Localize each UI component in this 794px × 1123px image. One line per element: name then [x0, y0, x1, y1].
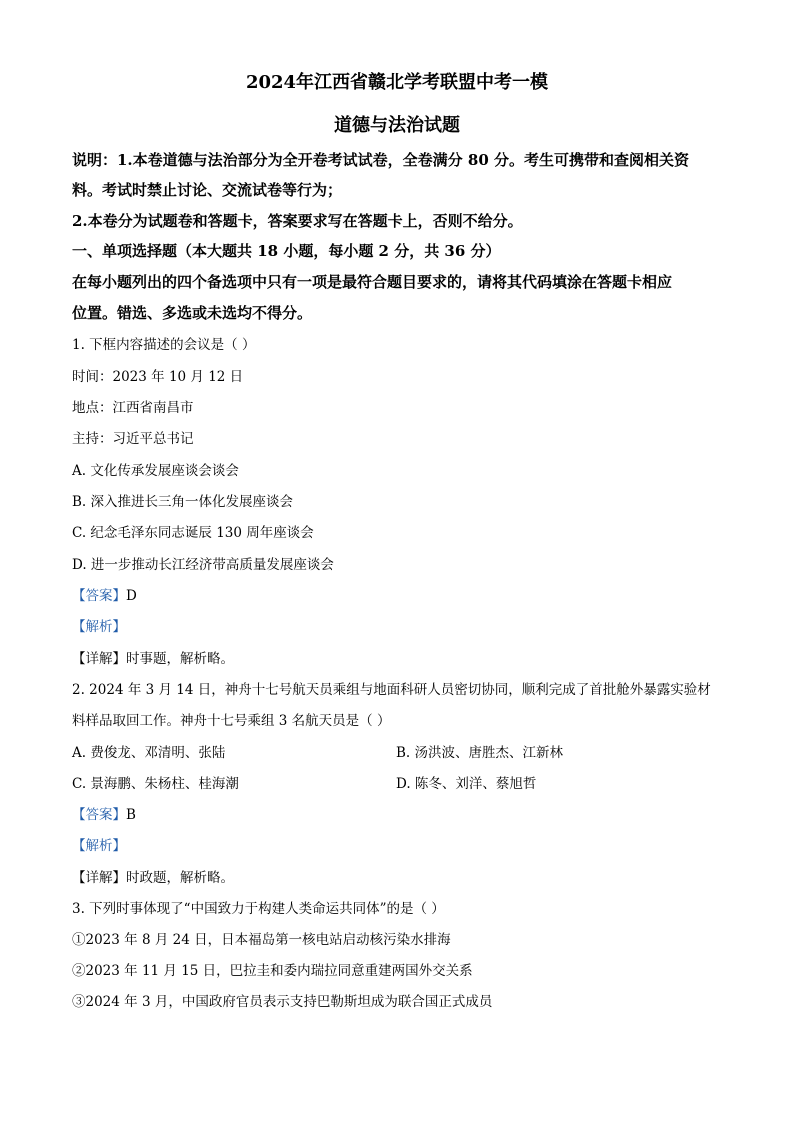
q1-analysis-label: 【解析】 — [72, 619, 126, 635]
q2-analysis-label: 【解析】 — [72, 838, 126, 854]
q2-stem-2: 料样品取回工作。神舟十七号乘组 3 名航天员是（ ） — [72, 713, 391, 729]
exam-subject-title: 道德与法治试题 — [334, 115, 460, 136]
q1-analysis — [72, 617, 126, 637]
section-description-1: 在每小题列出的四个备选项中只有一项是最符合题目要求的，请将其代码填涂在答题卡相应 — [72, 273, 673, 291]
q2-option-d: D. 陈冬、刘洋、蔡旭哲 — [396, 776, 537, 792]
q1-option-a: A. 文化传承发展座谈会谈会 — [72, 463, 239, 479]
q2-detail-text: 时政题，解析略。 — [126, 870, 234, 886]
q3-item-3: ③2024 年 3 月，中国政府官员表示支持巴勒斯坦成为联合国正式成员 — [72, 994, 493, 1010]
q2-answer-value: B — [126, 807, 136, 823]
q3-stem: 3. 下列时事体现了“中国致力于构建人类命运共同体”的是（ ） — [72, 901, 445, 917]
q2-detail — [72, 868, 234, 888]
q2-option-a: A. 费俊龙、邓清明、张陆 — [72, 745, 226, 761]
q1-detail — [72, 649, 234, 669]
q1-option-d: D. 进一步推动长江经济带高质量发展座谈会 — [72, 557, 334, 573]
q1-option-b: B. 深入推进长三角一体化发展座谈会 — [72, 494, 294, 510]
q1-detail-label: 【详解】 — [72, 651, 126, 667]
q2-answer — [72, 805, 136, 825]
instructions-line-1: 说明：1.本卷道德与法治部分为全开卷考试试卷，全卷满分 80 分。考生可携带和查阅相关资 — [72, 151, 689, 169]
section-heading: 一、单项选择题（本大题共 18 小题，每小题 2 分，共 36 分） — [72, 242, 501, 260]
q1-answer-label: 【答案】 — [72, 588, 126, 604]
instructions-line-3: 2.本卷分为试题卷和答题卡，答案要求写在答题卡上，否则不给分。 — [72, 212, 523, 230]
exam-title: 2024年江西省赣北学考联盟中考一模 — [245, 72, 549, 93]
q1-answer — [72, 586, 137, 606]
q2-stem-1: 2. 2024 年 3 月 14 日，神舟十七号航天员乘组与地面科研人员密切协同，顺利完成了首批舱外暴露实验材 — [72, 682, 711, 698]
instructions-line-2: 料。考试时禁止讨论、交流试卷等行为； — [72, 181, 343, 199]
q2-detail-label: 【详解】 — [72, 870, 126, 886]
q1-option-c: C. 纪念毛泽东同志诞辰 130 周年座谈会 — [72, 525, 314, 541]
q2-option-c: C. 景海鹏、朱杨柱、桂海潮 — [72, 776, 239, 792]
q1-host: 主持：习近平总书记 — [72, 431, 194, 447]
q1-place: 地点：江西省南昌市 — [72, 400, 194, 416]
section-description-2: 位置。错选、多选或未选均不得分。 — [72, 304, 313, 322]
q3-item-2: ②2023 年 11 月 15 日，巴拉圭和委内瑞拉同意重建两国外交关系 — [72, 963, 473, 979]
q1-time: 时间：2023 年 10 月 12 日 — [72, 369, 244, 385]
q1-answer-value: D — [126, 588, 137, 604]
q1-detail-text: 时事题，解析略。 — [126, 651, 234, 667]
q1-stem: 1. 下框内容描述的会议是（ ） — [72, 337, 256, 353]
q2-answer-label: 【答案】 — [72, 807, 126, 823]
q2-option-b: B. 汤洪波、唐胜杰、江新林 — [396, 745, 564, 761]
q2-analysis — [72, 836, 126, 856]
q3-item-1: ①2023 年 8 月 24 日，日本福岛第一核电站启动核污染水排海 — [72, 932, 451, 948]
